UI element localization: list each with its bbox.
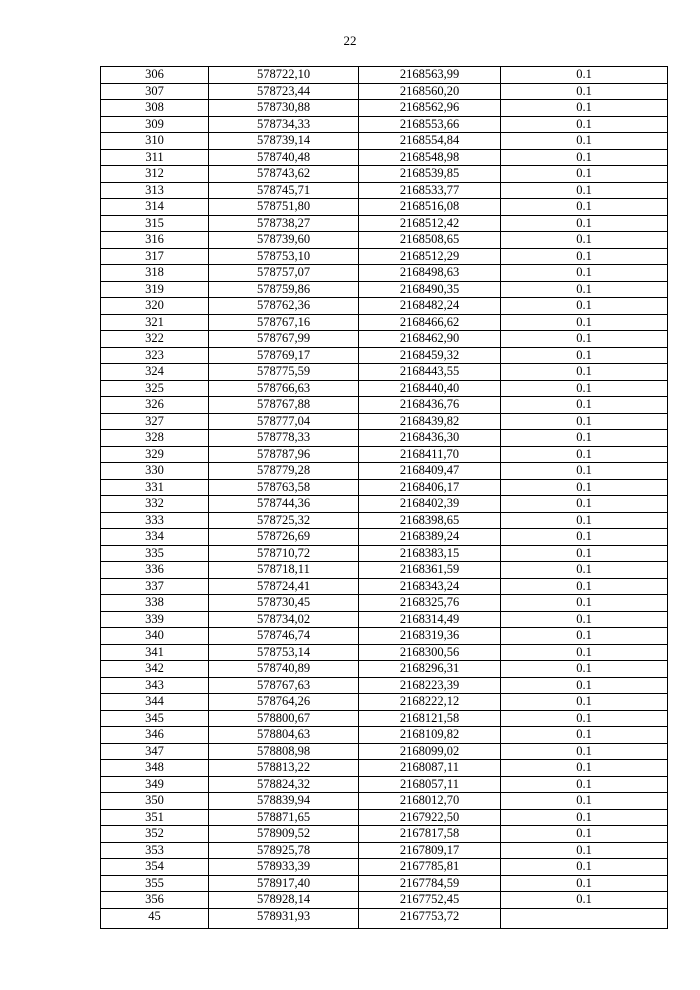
x-coordinate-cell: 578759,86 [209,281,359,298]
point-number-cell: 306 [101,67,209,84]
point-number-cell: 330 [101,463,209,480]
table-row [101,314,668,331]
y-coordinate-cell: 2168099,02 [359,743,501,760]
table-row [101,479,668,496]
table-row [101,892,668,909]
table-row [101,446,668,463]
table-row [101,776,668,793]
x-coordinate-cell: 578739,60 [209,232,359,249]
accuracy-cell: 0.1 [501,430,668,447]
point-number-cell: 329 [101,446,209,463]
x-coordinate-cell: 578767,63 [209,677,359,694]
table-row [101,331,668,348]
y-coordinate-cell: 2168121,58 [359,710,501,727]
accuracy-cell: 0.1 [501,826,668,843]
table-row [101,182,668,199]
point-number-cell: 324 [101,364,209,381]
x-coordinate-cell: 578718,11 [209,562,359,579]
point-number-cell: 334 [101,529,209,546]
x-coordinate-cell: 578777,04 [209,413,359,430]
table-row [101,512,668,529]
accuracy-cell: 0.1 [501,463,668,480]
x-coordinate-cell: 578763,58 [209,479,359,496]
accuracy-cell: 0.1 [501,331,668,348]
accuracy-cell: 0.1 [501,397,668,414]
table-row [101,809,668,826]
point-number-cell: 356 [101,892,209,909]
y-coordinate-cell: 2167752,45 [359,892,501,909]
y-coordinate-cell: 2168296,31 [359,661,501,678]
table-row [101,215,668,232]
x-coordinate-cell: 578808,98 [209,743,359,760]
x-coordinate-cell: 578743,62 [209,166,359,183]
x-coordinate-cell: 578725,32 [209,512,359,529]
accuracy-cell: 0.1 [501,413,668,430]
y-coordinate-cell: 2168411,70 [359,446,501,463]
y-coordinate-cell: 2168539,85 [359,166,501,183]
point-number-cell: 45 [101,908,209,928]
table-row [101,232,668,249]
table-row [101,628,668,645]
coordinates-table-body [101,67,668,929]
accuracy-cell: 0.1 [501,100,668,117]
table-row [101,496,668,513]
x-coordinate-cell: 578871,65 [209,809,359,826]
x-coordinate-cell: 578746,74 [209,628,359,645]
table-row [101,710,668,727]
accuracy-cell: 0.1 [501,199,668,216]
table-row [101,413,668,430]
y-coordinate-cell: 2168436,30 [359,430,501,447]
table-row [101,463,668,480]
accuracy-cell: 0.1 [501,611,668,628]
point-number-cell: 351 [101,809,209,826]
point-number-cell: 335 [101,545,209,562]
accuracy-cell: 0.1 [501,644,668,661]
table-row [101,281,668,298]
point-number-cell: 308 [101,100,209,117]
accuracy-cell: 0.1 [501,809,668,826]
point-number-cell: 319 [101,281,209,298]
point-number-cell: 341 [101,644,209,661]
table-row [101,743,668,760]
y-coordinate-cell: 2168548,98 [359,149,501,166]
point-number-cell: 352 [101,826,209,843]
table-row [101,760,668,777]
accuracy-cell: 0.1 [501,133,668,150]
x-coordinate-cell: 578724,41 [209,578,359,595]
x-coordinate-cell: 578766,63 [209,380,359,397]
point-number-cell: 314 [101,199,209,216]
accuracy-cell: 0.1 [501,776,668,793]
x-coordinate-cell: 578909,52 [209,826,359,843]
point-number-cell: 344 [101,694,209,711]
y-coordinate-cell: 2168389,24 [359,529,501,546]
table-row [101,199,668,216]
y-coordinate-cell: 2168314,49 [359,611,501,628]
y-coordinate-cell: 2168300,56 [359,644,501,661]
x-coordinate-cell: 578928,14 [209,892,359,909]
table-row [101,397,668,414]
x-coordinate-cell: 578753,10 [209,248,359,265]
point-number-cell: 346 [101,727,209,744]
point-number-cell: 326 [101,397,209,414]
point-number-cell: 345 [101,710,209,727]
point-number-cell: 332 [101,496,209,513]
x-coordinate-cell: 578931,93 [209,908,359,928]
x-coordinate-cell: 578824,32 [209,776,359,793]
table-row [101,529,668,546]
y-coordinate-cell: 2168343,24 [359,578,501,595]
x-coordinate-cell: 578753,14 [209,644,359,661]
point-number-cell: 322 [101,331,209,348]
y-coordinate-cell: 2168443,55 [359,364,501,381]
point-number-cell: 316 [101,232,209,249]
y-coordinate-cell: 2168508,65 [359,232,501,249]
accuracy-cell: 0.1 [501,595,668,612]
y-coordinate-cell: 2168459,32 [359,347,501,364]
x-coordinate-cell: 578775,59 [209,364,359,381]
coordinates-table [100,66,668,929]
x-coordinate-cell: 578734,33 [209,116,359,133]
y-coordinate-cell: 2168383,15 [359,545,501,562]
y-coordinate-cell: 2168109,82 [359,727,501,744]
x-coordinate-cell: 578722,10 [209,67,359,84]
y-coordinate-cell: 2168012,70 [359,793,501,810]
accuracy-cell [501,908,668,928]
x-coordinate-cell: 578744,36 [209,496,359,513]
y-coordinate-cell: 2168512,42 [359,215,501,232]
x-coordinate-cell: 578726,69 [209,529,359,546]
table-row [101,694,668,711]
point-number-cell: 338 [101,595,209,612]
y-coordinate-cell: 2167922,50 [359,809,501,826]
table-row [101,347,668,364]
point-number-cell: 333 [101,512,209,529]
table-row [101,595,668,612]
x-coordinate-cell: 578813,22 [209,760,359,777]
accuracy-cell: 0.1 [501,116,668,133]
table-row [101,83,668,100]
accuracy-cell: 0.1 [501,892,668,909]
table-row [101,644,668,661]
accuracy-cell: 0.1 [501,265,668,282]
x-coordinate-cell: 578769,17 [209,347,359,364]
accuracy-cell: 0.1 [501,545,668,562]
table-row [101,562,668,579]
x-coordinate-cell: 578745,71 [209,182,359,199]
point-number-cell: 320 [101,298,209,315]
table-row [101,100,668,117]
table-row [101,826,668,843]
point-number-cell: 315 [101,215,209,232]
table-row [101,67,668,84]
point-number-cell: 318 [101,265,209,282]
accuracy-cell: 0.1 [501,83,668,100]
y-coordinate-cell: 2168563,99 [359,67,501,84]
x-coordinate-cell: 578740,48 [209,149,359,166]
accuracy-cell: 0.1 [501,628,668,645]
y-coordinate-cell: 2168440,40 [359,380,501,397]
table-row [101,380,668,397]
x-coordinate-cell: 578839,94 [209,793,359,810]
accuracy-cell: 0.1 [501,842,668,859]
accuracy-cell: 0.1 [501,479,668,496]
y-coordinate-cell: 2168222,12 [359,694,501,711]
point-number-cell: 321 [101,314,209,331]
y-coordinate-cell: 2168398,65 [359,512,501,529]
accuracy-cell: 0.1 [501,661,668,678]
accuracy-cell: 0.1 [501,793,668,810]
point-number-cell: 353 [101,842,209,859]
accuracy-cell: 0.1 [501,166,668,183]
x-coordinate-cell: 578767,99 [209,331,359,348]
table-row [101,116,668,133]
accuracy-cell: 0.1 [501,248,668,265]
accuracy-cell: 0.1 [501,677,668,694]
table-row [101,430,668,447]
point-number-cell: 328 [101,430,209,447]
accuracy-cell: 0.1 [501,380,668,397]
x-coordinate-cell: 578925,78 [209,842,359,859]
y-coordinate-cell: 2168361,59 [359,562,501,579]
accuracy-cell: 0.1 [501,496,668,513]
point-number-cell: 347 [101,743,209,760]
y-coordinate-cell: 2168553,66 [359,116,501,133]
y-coordinate-cell: 2168533,77 [359,182,501,199]
accuracy-cell: 0.1 [501,182,668,199]
point-number-cell: 331 [101,479,209,496]
x-coordinate-cell: 578734,02 [209,611,359,628]
y-coordinate-cell: 2167753,72 [359,908,501,928]
point-number-cell: 343 [101,677,209,694]
table-row [101,875,668,892]
table-row [101,611,668,628]
point-number-cell: 339 [101,611,209,628]
point-number-cell: 342 [101,661,209,678]
accuracy-cell: 0.1 [501,347,668,364]
accuracy-cell: 0.1 [501,578,668,595]
y-coordinate-cell: 2168516,08 [359,199,501,216]
point-number-cell: 309 [101,116,209,133]
accuracy-cell: 0.1 [501,281,668,298]
x-coordinate-cell: 578710,72 [209,545,359,562]
point-number-cell: 349 [101,776,209,793]
accuracy-cell: 0.1 [501,727,668,744]
y-coordinate-cell: 2168512,29 [359,248,501,265]
y-coordinate-cell: 2168482,24 [359,298,501,315]
y-coordinate-cell: 2168562,96 [359,100,501,117]
table-row [101,166,668,183]
table-row [101,727,668,744]
x-coordinate-cell: 578933,39 [209,859,359,876]
accuracy-cell: 0.1 [501,710,668,727]
point-number-cell: 355 [101,875,209,892]
x-coordinate-cell: 578787,96 [209,446,359,463]
accuracy-cell: 0.1 [501,298,668,315]
point-number-cell: 336 [101,562,209,579]
x-coordinate-cell: 578751,80 [209,199,359,216]
point-number-cell: 340 [101,628,209,645]
table-row [101,578,668,595]
y-coordinate-cell: 2168560,20 [359,83,501,100]
x-coordinate-cell: 578764,26 [209,694,359,711]
point-number-cell: 313 [101,182,209,199]
accuracy-cell: 0.1 [501,562,668,579]
y-coordinate-cell: 2168466,62 [359,314,501,331]
accuracy-cell: 0.1 [501,694,668,711]
x-coordinate-cell: 578730,45 [209,595,359,612]
table-row [101,133,668,150]
table-row [101,265,668,282]
y-coordinate-cell: 2168409,47 [359,463,501,480]
x-coordinate-cell: 578800,67 [209,710,359,727]
accuracy-cell: 0.1 [501,743,668,760]
x-coordinate-cell: 578740,89 [209,661,359,678]
table-row [101,677,668,694]
table-row [101,364,668,381]
table-row [101,149,668,166]
point-number-cell: 354 [101,859,209,876]
y-coordinate-cell: 2167809,17 [359,842,501,859]
y-coordinate-cell: 2168057,11 [359,776,501,793]
point-number-cell: 327 [101,413,209,430]
y-coordinate-cell: 2168406,17 [359,479,501,496]
accuracy-cell: 0.1 [501,215,668,232]
accuracy-cell: 0.1 [501,760,668,777]
y-coordinate-cell: 2168325,76 [359,595,501,612]
x-coordinate-cell: 578738,27 [209,215,359,232]
accuracy-cell: 0.1 [501,67,668,84]
accuracy-cell: 0.1 [501,149,668,166]
x-coordinate-cell: 578767,88 [209,397,359,414]
x-coordinate-cell: 578757,07 [209,265,359,282]
y-coordinate-cell: 2167817,58 [359,826,501,843]
x-coordinate-cell: 578767,16 [209,314,359,331]
point-number-cell: 307 [101,83,209,100]
x-coordinate-cell: 578730,88 [209,100,359,117]
point-number-cell: 337 [101,578,209,595]
y-coordinate-cell: 2168554,84 [359,133,501,150]
accuracy-cell: 0.1 [501,364,668,381]
accuracy-cell: 0.1 [501,512,668,529]
y-coordinate-cell: 2167785,81 [359,859,501,876]
x-coordinate-cell: 578762,36 [209,298,359,315]
accuracy-cell: 0.1 [501,446,668,463]
y-coordinate-cell: 2168223,39 [359,677,501,694]
y-coordinate-cell: 2168498,63 [359,265,501,282]
y-coordinate-cell: 2167784,59 [359,875,501,892]
accuracy-cell: 0.1 [501,529,668,546]
table-row [101,793,668,810]
accuracy-cell: 0.1 [501,875,668,892]
table-row [101,545,668,562]
table-row [101,908,668,928]
y-coordinate-cell: 2168490,35 [359,281,501,298]
y-coordinate-cell: 2168402,39 [359,496,501,513]
table-row [101,661,668,678]
y-coordinate-cell: 2168319,36 [359,628,501,645]
table-row [101,842,668,859]
table-row [101,298,668,315]
x-coordinate-cell: 578723,44 [209,83,359,100]
accuracy-cell: 0.1 [501,859,668,876]
point-number-cell: 350 [101,793,209,810]
x-coordinate-cell: 578779,28 [209,463,359,480]
point-number-cell: 325 [101,380,209,397]
accuracy-cell: 0.1 [501,232,668,249]
page-number: 22 [343,33,357,48]
table-row [101,248,668,265]
point-number-cell: 348 [101,760,209,777]
x-coordinate-cell: 578917,40 [209,875,359,892]
point-number-cell: 311 [101,149,209,166]
y-coordinate-cell: 2168462,90 [359,331,501,348]
point-number-cell: 312 [101,166,209,183]
accuracy-cell: 0.1 [501,314,668,331]
x-coordinate-cell: 578739,14 [209,133,359,150]
point-number-cell: 323 [101,347,209,364]
point-number-cell: 317 [101,248,209,265]
point-number-cell: 310 [101,133,209,150]
table-row [101,859,668,876]
x-coordinate-cell: 578804,63 [209,727,359,744]
y-coordinate-cell: 2168439,82 [359,413,501,430]
x-coordinate-cell: 578778,33 [209,430,359,447]
y-coordinate-cell: 2168436,76 [359,397,501,414]
y-coordinate-cell: 2168087,11 [359,760,501,777]
